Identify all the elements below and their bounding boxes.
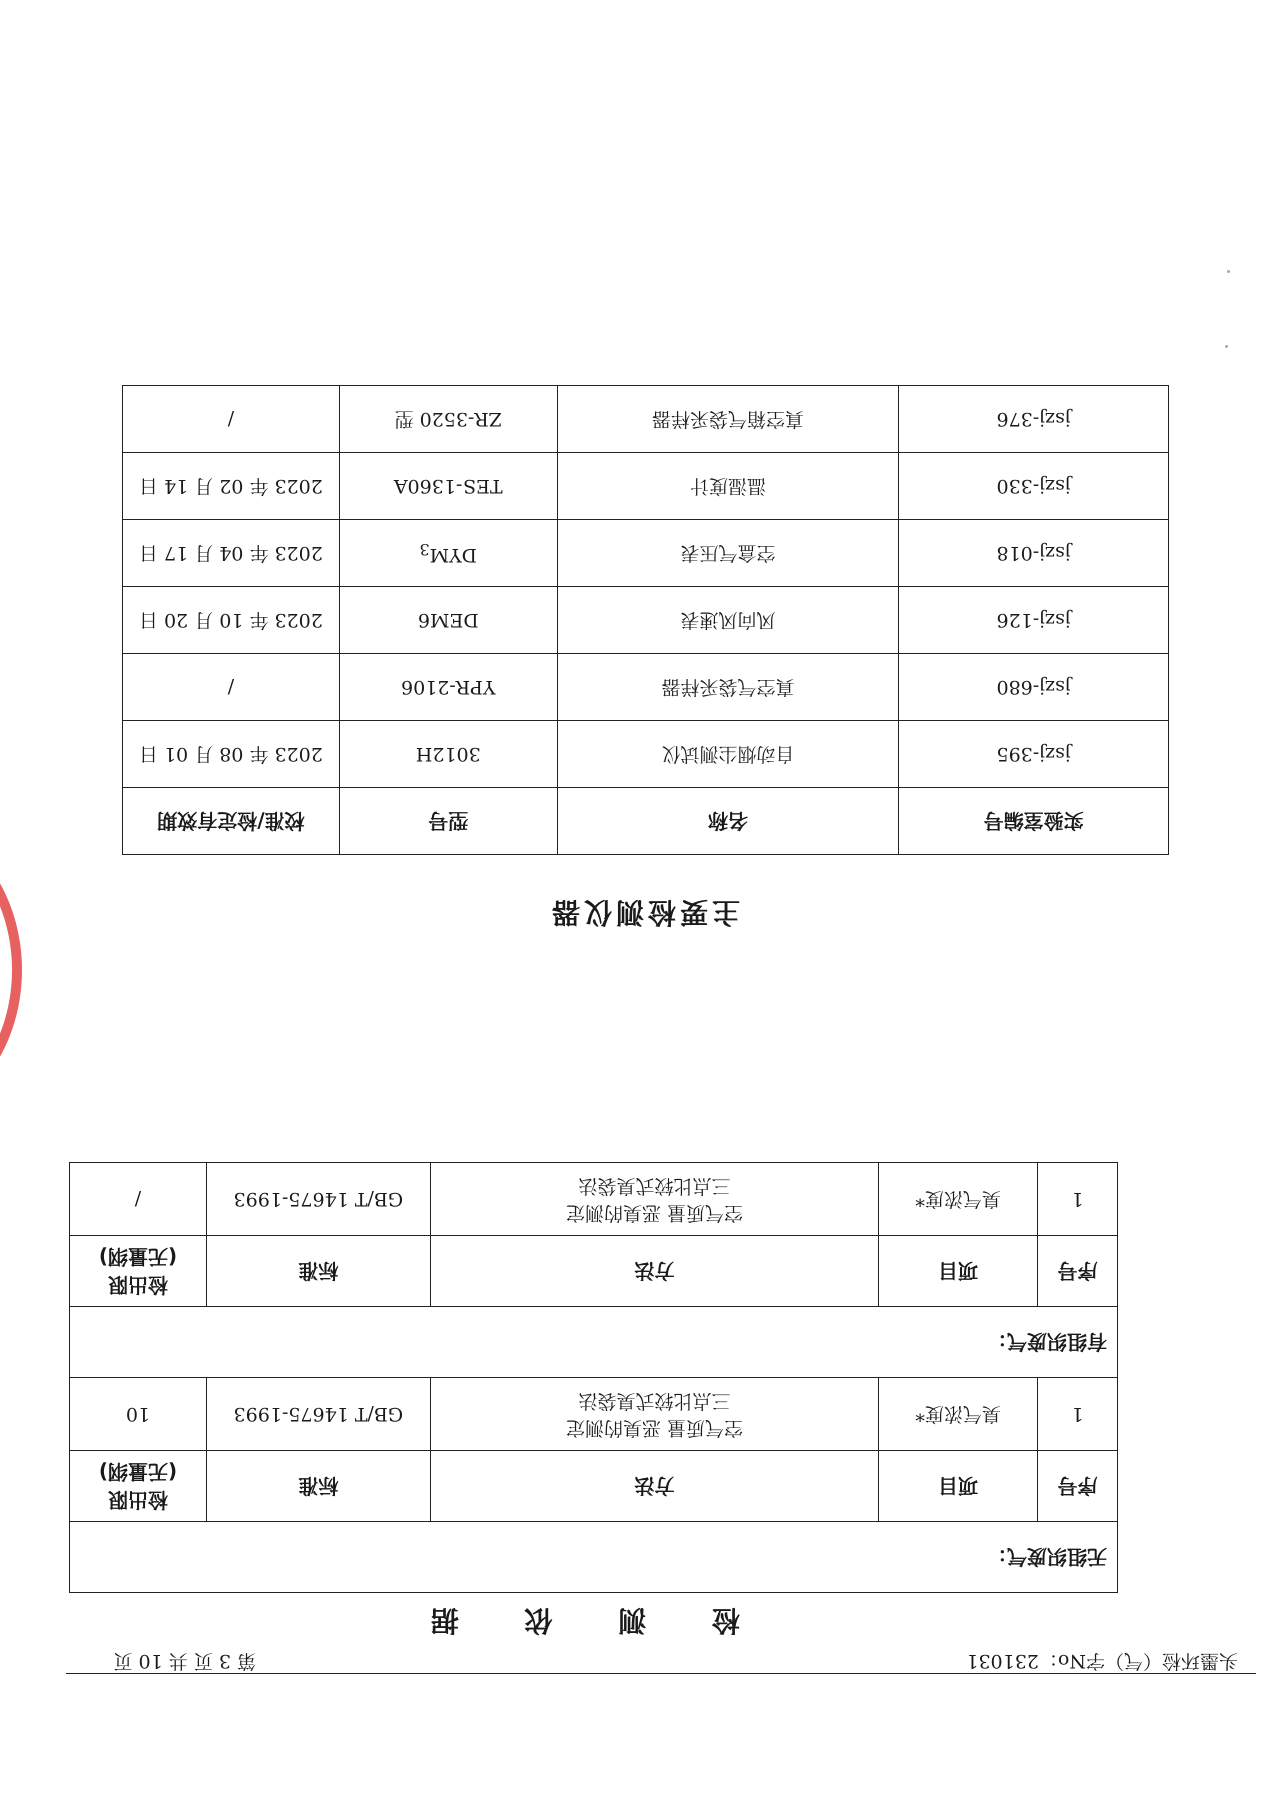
cell-method (430, 1163, 879, 1236)
scan-speck (1225, 345, 1228, 348)
cell-item: 臭气浓度* (879, 1163, 1038, 1236)
cell-name: 温湿度计 (557, 453, 899, 520)
cell-standard: GB/T 14675-1993 (206, 1378, 430, 1451)
table-row (123, 721, 1169, 788)
table-row (123, 654, 1169, 721)
basis-table (69, 1162, 1118, 1593)
col-header-standard: 标准 (206, 1451, 430, 1522)
cell-model (339, 520, 557, 587)
col-header-limit: 检出限 (无量纲) (70, 1236, 207, 1307)
table-row (70, 1378, 1118, 1451)
cell-id: jszj-330 (899, 453, 1169, 520)
table-row (123, 520, 1169, 587)
cell-valid: 2023 年 02 月 14 日 (123, 453, 340, 520)
instruments-title: 主要检测仪器 (547, 896, 740, 929)
table-row (123, 587, 1169, 654)
col-header-item: 项目 (879, 1451, 1038, 1522)
cell-id: jszj-376 (899, 386, 1169, 453)
col-header-standard: 标准 (206, 1236, 430, 1307)
table-row (70, 1163, 1118, 1236)
col-header-name: 名称 (557, 788, 899, 855)
cell-name: 空盒气压表 (557, 520, 899, 587)
cell-id: jszj-126 (899, 587, 1169, 654)
col-header-method: 方法 (430, 1236, 879, 1307)
instruments-table (122, 385, 1169, 855)
header-rule (66, 1673, 1256, 1674)
model-text: DYM (429, 543, 477, 566)
cell-valid: / (123, 654, 340, 721)
cell-method (430, 1378, 879, 1451)
col-header-valid: 校准/检定有效期 (123, 788, 340, 855)
table-header-row (123, 788, 1169, 855)
cell-no: 1 (1038, 1378, 1118, 1451)
col-header-model: 型号 (339, 788, 557, 855)
cell-item: 臭气浓度* (879, 1378, 1038, 1451)
seal-ring (0, 840, 22, 1120)
col-header-no: 序号 (1038, 1451, 1118, 1522)
cell-model: 3012H (339, 721, 557, 788)
cell-model: TES-1360A (339, 453, 557, 520)
method-line-2: 三点比较式臭袋法 (578, 1175, 731, 1197)
col-header-no: 序号 (1038, 1236, 1118, 1307)
scan-speck (1227, 270, 1230, 273)
cell-name: 真空箱气袋采样器 (557, 386, 899, 453)
section-label-row (70, 1522, 1118, 1593)
cell-limit: 10 (70, 1378, 207, 1451)
cell-id: jszj-395 (899, 721, 1169, 788)
method-line-2: 三点比较式臭袋法 (578, 1390, 731, 1412)
model-subscript: 3 (419, 540, 430, 560)
table-row (123, 453, 1169, 520)
table-header-row (70, 1451, 1118, 1522)
col-header-item: 项目 (879, 1236, 1038, 1307)
cell-valid: 2023 年 08 月 01 日 (123, 721, 340, 788)
cell-valid: 2023 年 04 月 17 日 (123, 520, 340, 587)
col-header-limit: 检出限 (无量纲) (70, 1451, 207, 1522)
basis-title: 检 测 依 据 (402, 1604, 740, 1637)
method-line-1: 空气质量 恶臭的测定 (565, 1416, 743, 1439)
red-seal-stamp (0, 840, 22, 1120)
cell-standard: GB/T 14675-1993 (206, 1163, 430, 1236)
cell-id: jszj-680 (899, 654, 1169, 721)
cell-model: ZR-3520 型 (339, 386, 557, 453)
col-header-id: 实验室编号 (899, 788, 1169, 855)
cell-model: DEM6 (339, 587, 557, 654)
cell-valid: 2023 年 10 月 20 日 (123, 587, 340, 654)
cell-name: 自动烟尘测试仪 (557, 721, 899, 788)
section-label-row (70, 1307, 1118, 1378)
table-row (123, 386, 1169, 453)
method-line-1: 空气质量 恶臭的测定 (565, 1201, 743, 1224)
cell-valid: / (123, 386, 340, 453)
cell-name: 风向风速表 (557, 587, 899, 654)
cell-model: YPR-2106 (339, 654, 557, 721)
section-label-unorganized: 无组织废气： (70, 1522, 1118, 1593)
section-label-organized: 有组织废气： (70, 1307, 1118, 1378)
table-header-row (70, 1236, 1118, 1307)
cell-name: 真空气袋采样器 (557, 654, 899, 721)
report-number: 头墨环检（气）字No：231031 (966, 1650, 1238, 1672)
cell-id: jszj-018 (899, 520, 1169, 587)
col-header-method: 方法 (430, 1451, 879, 1522)
cell-limit: / (70, 1163, 207, 1236)
cell-no: 1 (1038, 1163, 1118, 1236)
page-info: 第 3 页 共 10 页 (113, 1650, 256, 1672)
